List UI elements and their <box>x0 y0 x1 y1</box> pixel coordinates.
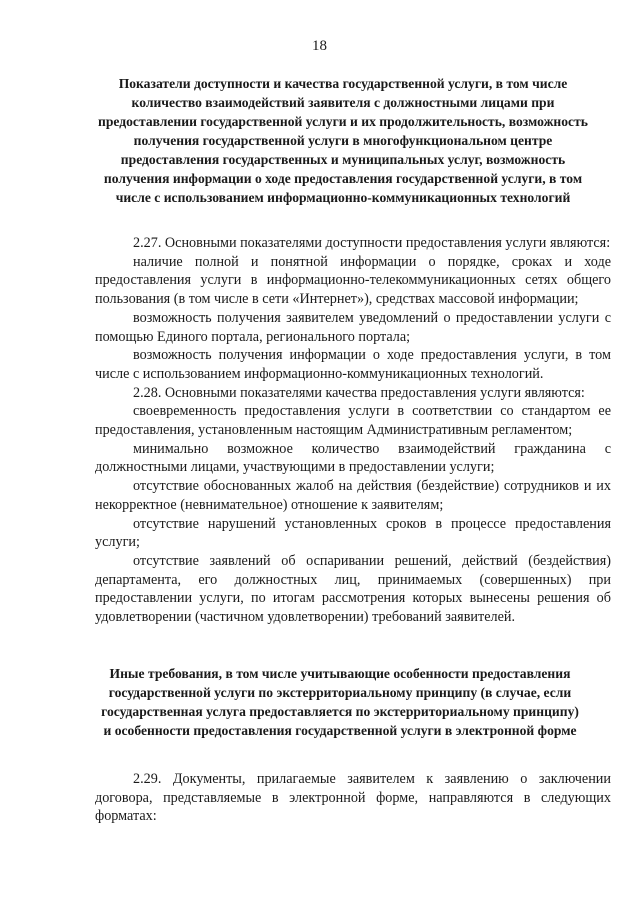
paragraph-timeliness: своевременность предоставления услуги в соответствии со стандартом ее предоставления, установленным настоящим Административным регламентом; <box>95 403 611 439</box>
paragraph-no-complaints: отсутствие обоснованных жалоб на действия (бездействие) сотрудников и их некорректное (невнимательное) отношение к заявителям; <box>95 478 611 513</box>
section-heading-accessibility-quality: Показатели доступности и качества государственной услуги, в том числе количество взаимодействий заявителя с должностными лицами при предоставлении государственной услуги и их продолжительность, возможность получения государственной услуги в многофункциональном центре предоставления государственных и муниципальных услуг, возможность получения информации о ходе предоставления государственной услуги, в том числе с использованием информационно-коммуникационных технологий <box>98 76 588 205</box>
paragraph-2-28: 2.28. Основными показателями качества предоставления услуги являются: <box>133 384 585 401</box>
paragraph-progress-info: возможность получения информации о ходе предоставления услуги, в том числе с использованием информационно-коммуникационных технологий. <box>95 347 611 382</box>
paragraph-2-29: 2.29. Документы, прилагаемые заявителем к заявлению о заключении договора, представляемые в электронной форме, направляются в следующих форматах: <box>95 771 611 825</box>
section-body-accessibility-quality <box>95 234 611 627</box>
page-number: 18 <box>312 38 327 54</box>
paragraph-info-availability: наличие полной и понятной информации о порядке, сроках и ходе предоставления услуги в информационно-телекоммуникационных сетях общего пользования (в том числе в сети «Интернет»), средствах массовой информации; <box>95 253 611 308</box>
section-body-other-requirements <box>95 770 611 826</box>
paragraph-2-27: 2.27. Основными показателями доступности предоставления услуги являются: <box>133 235 611 251</box>
section-heading-other-requirements: Иные требования, в том числе учитывающие особенности предоставления государственной услуги по экстерриториальному принципу (в случае, если государственная услуга предоставляется по экстерриториальному принципу) и особенности предоставления государственной услуги в электронной форме <box>101 666 579 738</box>
paragraph-min-interactions: минимально возможное количество взаимодействий гражданина с должностными лицами, участвующими в предоставлении услуги; <box>95 440 611 476</box>
paragraph-no-appeals: отсутствие заявлений об оспаривании решений, действий (бездействия) департамента, его должностных лиц, принимаемых (совершенных) при предоставлении услуги, по итогам рассмотрения которых вынесены решения об удовлетворении (частичном удовлетворении) требований заявителей. <box>95 552 611 626</box>
paragraph-no-deadline-violations: отсутствие нарушений установленных сроков в процессе предоставления услуги; <box>95 515 611 551</box>
paragraph-notifications: возможность получения заявителем уведомлений о предоставлении услуги с помощью Единого портала, регионального портала; <box>95 309 611 345</box>
